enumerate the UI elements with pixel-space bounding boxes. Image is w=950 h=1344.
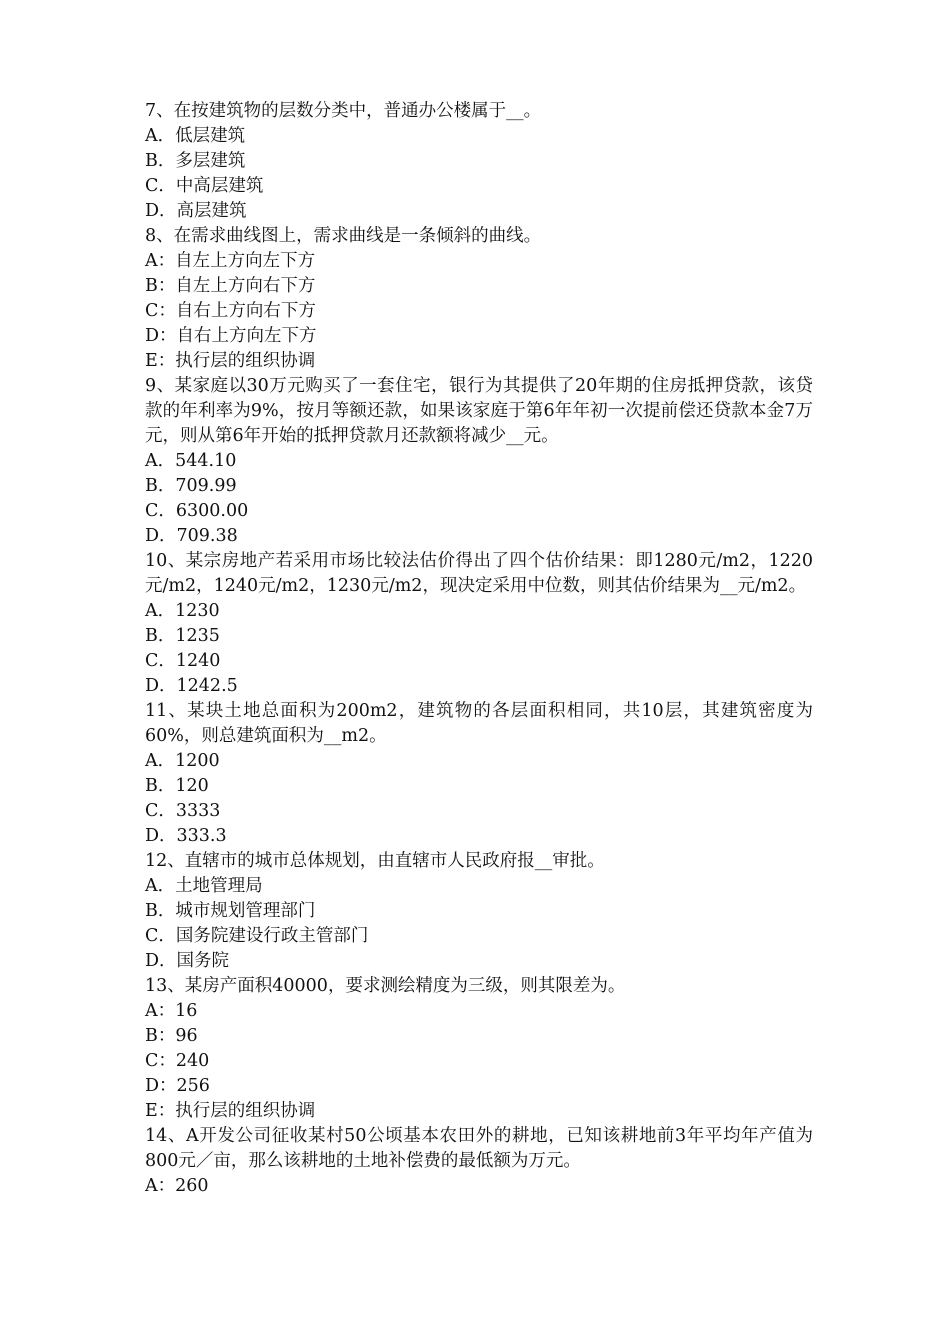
option-b: B．120 [145,776,209,796]
option-c: C．6300.00 [145,501,249,521]
question-stem: 9、某家庭以30万元购买了一套住宅，银行为其提供了20年期的住房抵押贷款，该贷款的年利率为9%，按月等额还款，如果该家庭于第6年年初一次提前偿还贷款本金7万元，则从第6年开始的抵押贷款月还款额将减少__元。 [145,376,813,446]
option-b: B：自左上方向右下方 [145,276,316,296]
question-stem: 10、某宗房地产若采用市场比较法估价得出了四个估价结果：即1280元/m2，1220元/m2，1240元/m2，1230元/m2，现决定采用中位数，则其估价结果为__元/m2。 [145,551,813,596]
option-d: D．高层建筑 [145,201,247,221]
option-c: C：自右上方向右下方 [145,301,316,321]
question-7 [145,99,813,224]
option-a: A．544.10 [145,451,237,471]
question-9 [145,374,813,549]
option-c: C．国务院建设行政主管部门 [145,926,369,946]
option-c: C．中高层建筑 [145,176,264,196]
question-13 [145,974,813,1124]
option-c: C．3333 [145,801,221,821]
question-8 [145,224,813,374]
question-14 [145,1124,813,1199]
question-stem: 13、某房产面积40000，要求测绘精度为三级，则其限差为。 [145,976,626,996]
option-a: A．1200 [145,751,220,771]
option-d: D．1242.5 [145,676,238,696]
option-e: E：执行层的组织协调 [145,351,316,371]
question-stem: 12、直辖市的城市总体规划，由直辖市人民政府报__审批。 [145,851,605,871]
option-b: B．城市规划管理部门 [145,901,316,921]
option-a: A．土地管理局 [145,876,263,896]
question-list [145,99,813,1199]
question-stem: 7、在按建筑物的层数分类中，普通办公楼属于__。 [145,101,542,121]
option-a: A：自左上方向左下方 [145,251,316,271]
option-e: E：执行层的组织协调 [145,1101,316,1121]
question-12 [145,849,813,974]
option-c: C：240 [145,1051,210,1071]
option-a: A：260 [145,1176,209,1196]
question-stem: 14、A开发公司征收某村50公顷基本农田外的耕地，已知该耕地前3年平均年产值为800元／亩，那么该耕地的土地补偿费的最低额为万元。 [145,1126,813,1171]
question-stem: 11、某块土地总面积为200m2，建筑物的各层面积相同，共10层，其建筑密度为60%，则总建筑面积为__m2。 [145,701,813,746]
option-d: D：自右上方向左下方 [145,326,317,346]
option-d: D．333.3 [145,826,227,846]
option-b: B．多层建筑 [145,151,246,171]
question-10 [145,549,813,699]
option-d: D．国务院 [145,951,230,971]
question-stem: 8、在需求曲线图上，需求曲线是一条倾斜的曲线。 [145,226,542,246]
option-a: A．1230 [145,601,220,621]
option-b: B．1235 [145,626,220,646]
option-c: C．1240 [145,651,221,671]
option-b: B：96 [145,1026,198,1046]
option-d: D：256 [145,1076,210,1096]
option-a: A．低层建筑 [145,126,246,146]
option-a: A：16 [145,1001,198,1021]
option-b: B．709.99 [145,476,237,496]
question-11 [145,699,813,849]
option-d: D．709.38 [145,526,238,546]
